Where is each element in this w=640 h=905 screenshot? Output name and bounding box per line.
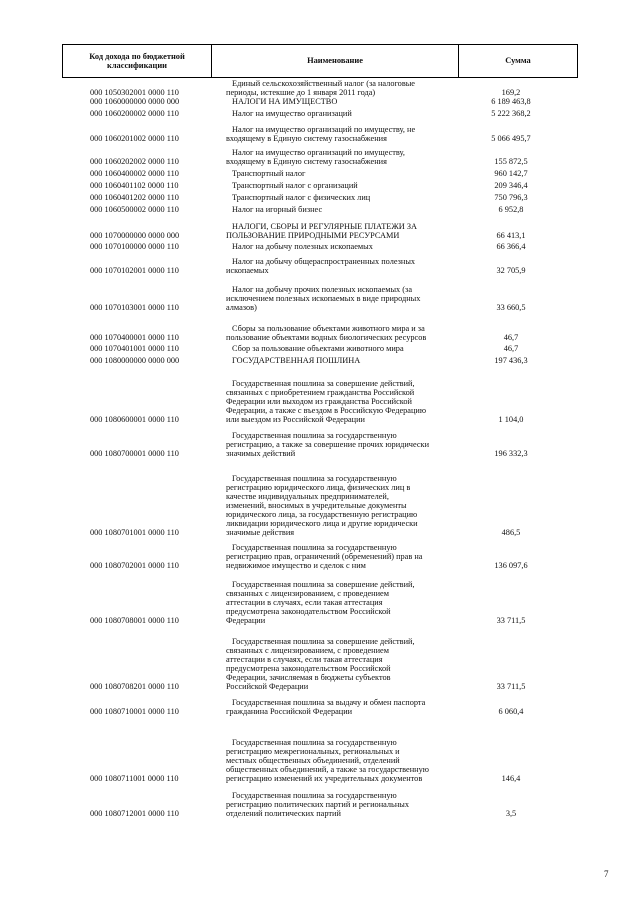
row-name bbox=[226, 356, 448, 365]
row-name-line: Государственная пошлина за государственную bbox=[232, 431, 397, 440]
row-code: 000 1050302001 0000 110 bbox=[90, 88, 179, 97]
row-sum: 197 436,3 bbox=[494, 356, 528, 365]
row-name-line: ГОСУДАРСТВЕННАЯ ПОШЛИНА bbox=[232, 356, 361, 365]
row-name bbox=[226, 205, 448, 214]
row-name-line: отделений политических партий bbox=[226, 809, 341, 818]
row-name-line: Государственная пошлина за государственную bbox=[232, 543, 397, 552]
row-name-line: Транспортный налог bbox=[232, 169, 306, 178]
row-name-line: общественных объединений, а также за государственную bbox=[226, 765, 429, 774]
row-name-line: недвижимое имущество и сделок с ним bbox=[226, 561, 366, 570]
row-name-line: Государственная пошлина за совершение действий, bbox=[232, 637, 415, 646]
row-code: 000 1070103001 0000 110 bbox=[90, 303, 179, 312]
table-row bbox=[0, 738, 640, 783]
row-name bbox=[226, 637, 448, 691]
table-row bbox=[0, 242, 640, 251]
row-sum: 33 660,5 bbox=[496, 303, 526, 312]
row-code: 000 1080700001 0000 110 bbox=[90, 449, 179, 458]
row-name-line: Сборы за пользование объектами животного мира и за bbox=[232, 324, 425, 333]
header-name-label: Наименование bbox=[307, 56, 363, 66]
row-name bbox=[226, 148, 448, 166]
row-name-line: Федерации или выходом из гражданства Российской bbox=[226, 397, 412, 406]
row-name bbox=[226, 580, 448, 625]
row-name-line: регистрацию политических партий и региональных bbox=[226, 800, 409, 809]
row-sum: 155 872,5 bbox=[494, 157, 528, 166]
row-name-line: связанных с приобретением гражданства Российской bbox=[226, 388, 415, 397]
table-row bbox=[0, 791, 640, 818]
row-name bbox=[226, 379, 448, 424]
page-number: 7 bbox=[604, 869, 609, 879]
row-name bbox=[226, 738, 448, 783]
row-name-line: Государственная пошлина за государственную bbox=[232, 474, 397, 483]
header-code bbox=[62, 44, 212, 78]
row-name-line: ликвидации юридического лица и другие юридически bbox=[226, 519, 418, 528]
row-name bbox=[226, 125, 448, 143]
row-sum: 750 796,3 bbox=[494, 193, 528, 202]
row-name-line: Государственная пошлина за совершение действий, bbox=[232, 580, 415, 589]
row-name-line: связанных с лицензированием, с проведением bbox=[226, 589, 389, 598]
table-row bbox=[0, 637, 640, 691]
table-row bbox=[0, 205, 640, 214]
row-name-line: аттестации в случаях, если такая аттестация bbox=[226, 598, 383, 607]
row-name-line: качестве индивидуальных предпринимателей, bbox=[226, 492, 389, 501]
row-sum: 6 189 463,8 bbox=[491, 97, 531, 106]
row-name bbox=[226, 285, 448, 312]
row-name bbox=[226, 543, 448, 570]
row-sum: 66 366,4 bbox=[496, 242, 526, 251]
row-code: 000 1070000000 0000 000 bbox=[90, 231, 180, 240]
row-name-line: гражданина Российской Федерации bbox=[226, 707, 353, 716]
table-row bbox=[0, 474, 640, 537]
row-code: 000 1080600001 0000 110 bbox=[90, 415, 179, 424]
table-row bbox=[0, 431, 640, 458]
row-sum: 1 104,0 bbox=[498, 415, 524, 424]
row-name-line: регистрацию юридического лица, физических лиц в bbox=[226, 483, 411, 492]
row-name-line: Российской Федерации bbox=[226, 682, 309, 691]
row-sum: 46,7 bbox=[503, 333, 519, 342]
row-name-line: входящему в Единую систему газоснабжения bbox=[226, 134, 387, 143]
row-name bbox=[226, 97, 448, 106]
row-name-line: юридического лица, за государственную регистрацию bbox=[226, 510, 418, 519]
row-code: 000 1060200002 0000 110 bbox=[90, 109, 179, 118]
row-code: 000 1060202002 0000 110 bbox=[90, 157, 179, 166]
row-sum: 3,5 bbox=[505, 809, 517, 818]
row-name-line: значимых действий bbox=[226, 449, 296, 458]
row-name-line: периоды, истекшие до 1 января 2011 года) bbox=[226, 88, 376, 97]
row-code: 000 1080708201 0000 110 bbox=[90, 682, 179, 691]
row-name-line: Государственная пошлина за государственную bbox=[232, 791, 397, 800]
row-name bbox=[226, 79, 448, 97]
header-sum-label: Сумма bbox=[505, 56, 531, 66]
table-row bbox=[0, 543, 640, 570]
row-code: 000 1070100000 0000 110 bbox=[90, 242, 179, 251]
table-row bbox=[0, 379, 640, 424]
row-name-line: Налог на имущество организаций по имуществу, не bbox=[232, 125, 416, 134]
table-row bbox=[0, 169, 640, 178]
table-row bbox=[0, 148, 640, 166]
row-name-line: Единый сельскохозяйственный налог (за налоговые bbox=[232, 79, 415, 88]
row-name-line: Транспортный налог с организаций bbox=[232, 181, 358, 190]
row-sum: 486,5 bbox=[501, 528, 521, 537]
row-name-line: Налог на добычу общераспространенных полезных bbox=[232, 257, 416, 266]
row-name bbox=[226, 109, 448, 118]
row-code: 000 1060500002 0000 110 bbox=[90, 205, 179, 214]
table-row bbox=[0, 109, 640, 118]
row-code: 000 1060000000 0000 000 bbox=[90, 97, 180, 106]
row-name-line: ископаемых bbox=[226, 266, 269, 275]
row-code: 000 1060400002 0000 110 bbox=[90, 169, 179, 178]
row-name bbox=[226, 324, 448, 342]
table-row bbox=[0, 181, 640, 190]
row-sum: 33 711,5 bbox=[496, 616, 526, 625]
row-name-line: изменений, вносимых в учредительные документы bbox=[226, 501, 407, 510]
row-name-line: Федерации bbox=[226, 616, 266, 625]
row-code: 000 1080702001 0000 110 bbox=[90, 561, 179, 570]
row-name-line: Налог на имущество организаций по имуществу, bbox=[232, 148, 405, 157]
table-row bbox=[0, 356, 640, 365]
row-name-line: исключением полезных ископаемых в виде природных bbox=[226, 294, 421, 303]
header-sum bbox=[458, 44, 578, 78]
row-name-line: регистрацию прав, ограничений (обременений) прав на bbox=[226, 552, 423, 561]
row-sum: 960 142,7 bbox=[494, 169, 528, 178]
table-row bbox=[0, 222, 640, 240]
table-row bbox=[0, 324, 640, 342]
row-name-line: Государственная пошлина за государственную bbox=[232, 738, 397, 747]
header-name bbox=[211, 44, 459, 78]
table-row bbox=[0, 344, 640, 353]
row-name bbox=[226, 431, 448, 458]
row-name bbox=[226, 181, 448, 190]
row-name-line: регистрацию изменений их учредительных документов bbox=[226, 774, 423, 783]
row-code: 000 1070102001 0000 110 bbox=[90, 266, 179, 275]
row-code: 000 1070401001 0000 110 bbox=[90, 344, 179, 353]
table-row bbox=[0, 79, 640, 97]
row-name bbox=[226, 474, 448, 537]
row-name-line: НАЛОГИ НА ИМУЩЕСТВО bbox=[232, 97, 338, 106]
row-sum: 6 952,8 bbox=[498, 205, 524, 214]
row-sum: 169,2 bbox=[501, 88, 521, 97]
row-name-line: регистрацию межрегиональных, региональных и bbox=[226, 747, 400, 756]
row-name-line: Налог на добычу прочих полезных ископаемых (за bbox=[232, 285, 413, 294]
row-name-line: аттестации в случаях, если такая аттестация bbox=[226, 655, 383, 664]
row-sum: 136 097,6 bbox=[494, 561, 528, 570]
table-row bbox=[0, 257, 640, 275]
row-name-line: Государственная пошлина за выдачу и обмен паспорта bbox=[232, 698, 426, 707]
row-name-line: ПОЛЬЗОВАНИЕ ПРИРОДНЫМИ РЕСУРСАМИ bbox=[226, 231, 400, 240]
row-name-line: или выездом из Российской Федерации bbox=[226, 415, 365, 424]
row-name-line: пользование объектами водных биологических ресурсов bbox=[226, 333, 427, 342]
row-sum: 6 060,4 bbox=[498, 707, 524, 716]
row-name-line: предусмотрена законодательством Российской bbox=[226, 607, 391, 616]
table-row bbox=[0, 97, 640, 106]
row-code: 000 1080711001 0000 110 bbox=[90, 774, 179, 783]
row-code: 000 1080000000 0000 000 bbox=[90, 356, 180, 365]
row-name-line: входящему в Единую систему газоснабжения bbox=[226, 157, 387, 166]
row-name-line: местных общественных объединений, отделений bbox=[226, 756, 400, 765]
row-name-line: Налог на добычу полезных ископаемых bbox=[232, 242, 373, 251]
row-name bbox=[226, 791, 448, 818]
row-sum: 209 346,4 bbox=[494, 181, 528, 190]
row-name-line: Налог на имущество организаций bbox=[232, 109, 352, 118]
row-name-line: алмазов) bbox=[226, 303, 257, 312]
row-name bbox=[226, 698, 448, 716]
row-sum: 5 222 368,2 bbox=[491, 109, 531, 118]
table-row bbox=[0, 580, 640, 625]
row-name bbox=[226, 344, 448, 353]
row-name-line: Транспортный налог с физических лиц bbox=[232, 193, 371, 202]
row-code: 000 1060401202 0000 110 bbox=[90, 193, 179, 202]
row-name bbox=[226, 242, 448, 251]
row-code: 000 1060201002 0000 110 bbox=[90, 134, 179, 143]
row-name-line: Налог на игорный бизнес bbox=[232, 205, 323, 214]
row-code: 000 1080701001 0000 110 bbox=[90, 528, 179, 537]
row-name bbox=[226, 169, 448, 178]
row-name bbox=[226, 257, 448, 275]
row-name-line: НАЛОГИ, СБОРЫ И РЕГУЛЯРНЫЕ ПЛАТЕЖИ ЗА bbox=[232, 222, 417, 231]
row-name-line: предусмотрена законодательством Российской bbox=[226, 664, 391, 673]
row-sum: 5 066 495,7 bbox=[491, 134, 531, 143]
table-row bbox=[0, 698, 640, 716]
row-sum: 66 413,1 bbox=[496, 231, 526, 240]
row-code: 000 1060401102 0000 110 bbox=[90, 181, 179, 190]
row-code: 000 1080708001 0000 110 bbox=[90, 616, 179, 625]
row-name-line: связанных с лицензированием, с проведением bbox=[226, 646, 389, 655]
row-name-line: Государственная пошлина за совершение действий, bbox=[232, 379, 415, 388]
row-name-line: Сбор за пользование объектами животного мира bbox=[232, 344, 404, 353]
row-sum: 146,4 bbox=[501, 774, 521, 783]
row-name-line: Федерации, а также с въездом в Российскую Федерацию bbox=[226, 406, 427, 415]
row-sum: 33 711,5 bbox=[496, 682, 526, 691]
row-sum: 196 332,3 bbox=[494, 449, 528, 458]
row-code: 000 1070400001 0000 110 bbox=[90, 333, 179, 342]
table-row bbox=[0, 193, 640, 202]
row-sum: 46,7 bbox=[503, 344, 519, 353]
row-name bbox=[226, 222, 448, 240]
row-name-line: значимые действия bbox=[226, 528, 295, 537]
table-row bbox=[0, 125, 640, 143]
row-name bbox=[226, 193, 448, 202]
row-name-line: регистрацию, а также за совершение прочих юридически bbox=[226, 440, 430, 449]
row-code: 000 1080710001 0000 110 bbox=[90, 707, 179, 716]
row-sum: 32 705,9 bbox=[496, 266, 526, 275]
row-name-line: Федерации, зачисляемая в бюджеты субъектов bbox=[226, 673, 391, 682]
header-code-label: Код дохода по бюджетной классификации bbox=[89, 51, 185, 70]
table-row bbox=[0, 285, 640, 312]
row-code: 000 1080712001 0000 110 bbox=[90, 809, 179, 818]
